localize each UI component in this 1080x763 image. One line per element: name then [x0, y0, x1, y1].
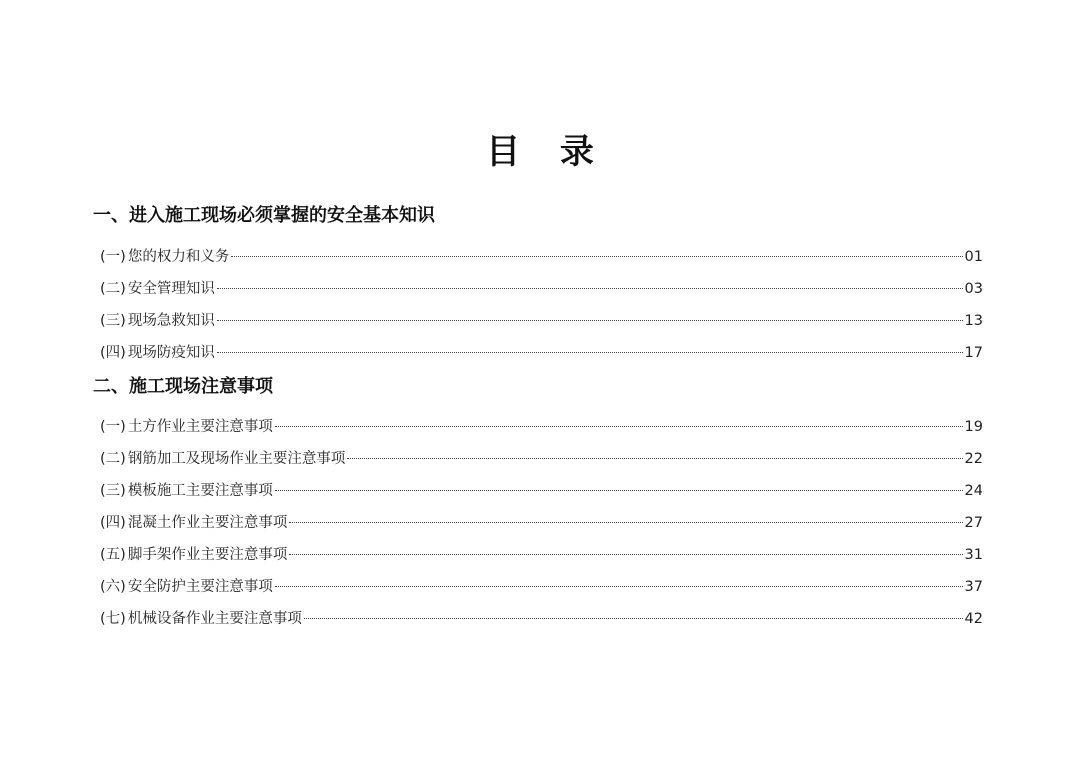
- entry-label: 安全防护主要注意事项: [127, 579, 273, 595]
- entry-page-number: 13: [964, 313, 983, 329]
- entry-label: 安全管理知识: [127, 281, 215, 297]
- entry-number: (五): [100, 547, 126, 563]
- dot-leader: [289, 554, 962, 555]
- entry-number: (一): [100, 249, 126, 265]
- toc-entry[interactable]: [93, 337, 983, 369]
- entry-page-number: 22: [964, 451, 983, 467]
- dot-leader: [275, 586, 963, 587]
- toc-entry[interactable]: [93, 539, 983, 571]
- entry-page-number: 27: [964, 515, 983, 531]
- entry-number: (二): [100, 451, 126, 467]
- dot-leader: [275, 490, 963, 491]
- entry-page-number: 03: [964, 281, 983, 297]
- dot-leader: [231, 256, 962, 257]
- entry-label: 现场防疫知识: [127, 345, 215, 361]
- dot-leader: [304, 618, 963, 619]
- entry-number: (三): [100, 483, 126, 499]
- entry-number: (七): [100, 611, 126, 627]
- entry-page-number: 37: [964, 579, 983, 595]
- entry-page-number: 24: [964, 483, 983, 499]
- section-heading-2: 二、施工现场注意事项: [93, 376, 273, 397]
- entry-label: 土方作业主要注意事项: [127, 419, 273, 435]
- toc-title: 目 录: [486, 132, 608, 172]
- dot-leader: [217, 288, 963, 289]
- toc-entry[interactable]: [93, 241, 983, 273]
- dot-leader: [347, 458, 962, 459]
- dot-leader: [217, 352, 963, 353]
- toc-entry[interactable]: [93, 507, 983, 539]
- entry-label: 混凝土作业主要注意事项: [127, 515, 288, 531]
- dot-leader: [289, 522, 962, 523]
- section-heading-1: 一、进入施工现场必须掌握的安全基本知识: [93, 205, 435, 226]
- entry-number: (二): [100, 281, 126, 297]
- toc-entry[interactable]: [93, 305, 983, 337]
- entry-label: 脚手架作业主要注意事项: [127, 547, 288, 563]
- entry-label: 模板施工主要注意事项: [127, 483, 273, 499]
- entry-page-number: 19: [964, 419, 983, 435]
- toc-entry[interactable]: [93, 411, 983, 443]
- entry-number: (四): [100, 515, 126, 531]
- entry-page-number: 17: [964, 345, 983, 361]
- dot-leader: [275, 426, 963, 427]
- toc-entry[interactable]: [93, 603, 983, 635]
- entry-page-number: 01: [964, 249, 983, 265]
- toc-entry[interactable]: [93, 571, 983, 603]
- entry-number: (六): [100, 579, 126, 595]
- entry-page-number: 42: [964, 611, 983, 627]
- entry-label: 钢筋加工及现场作业主要注意事项: [127, 451, 346, 467]
- entry-number: (三): [100, 313, 126, 329]
- entry-label: 您的权力和义务: [127, 249, 230, 265]
- dot-leader: [217, 320, 963, 321]
- entry-number: (四): [100, 345, 126, 361]
- entry-number: (一): [100, 419, 126, 435]
- entry-label: 现场急救知识: [127, 313, 215, 329]
- toc-entry[interactable]: [93, 443, 983, 475]
- table-of-contents: [93, 202, 983, 635]
- toc-entry[interactable]: [93, 475, 983, 507]
- entry-label: 机械设备作业主要注意事项: [127, 611, 302, 627]
- toc-entry[interactable]: [93, 273, 983, 305]
- entry-page-number: 31: [964, 547, 983, 563]
